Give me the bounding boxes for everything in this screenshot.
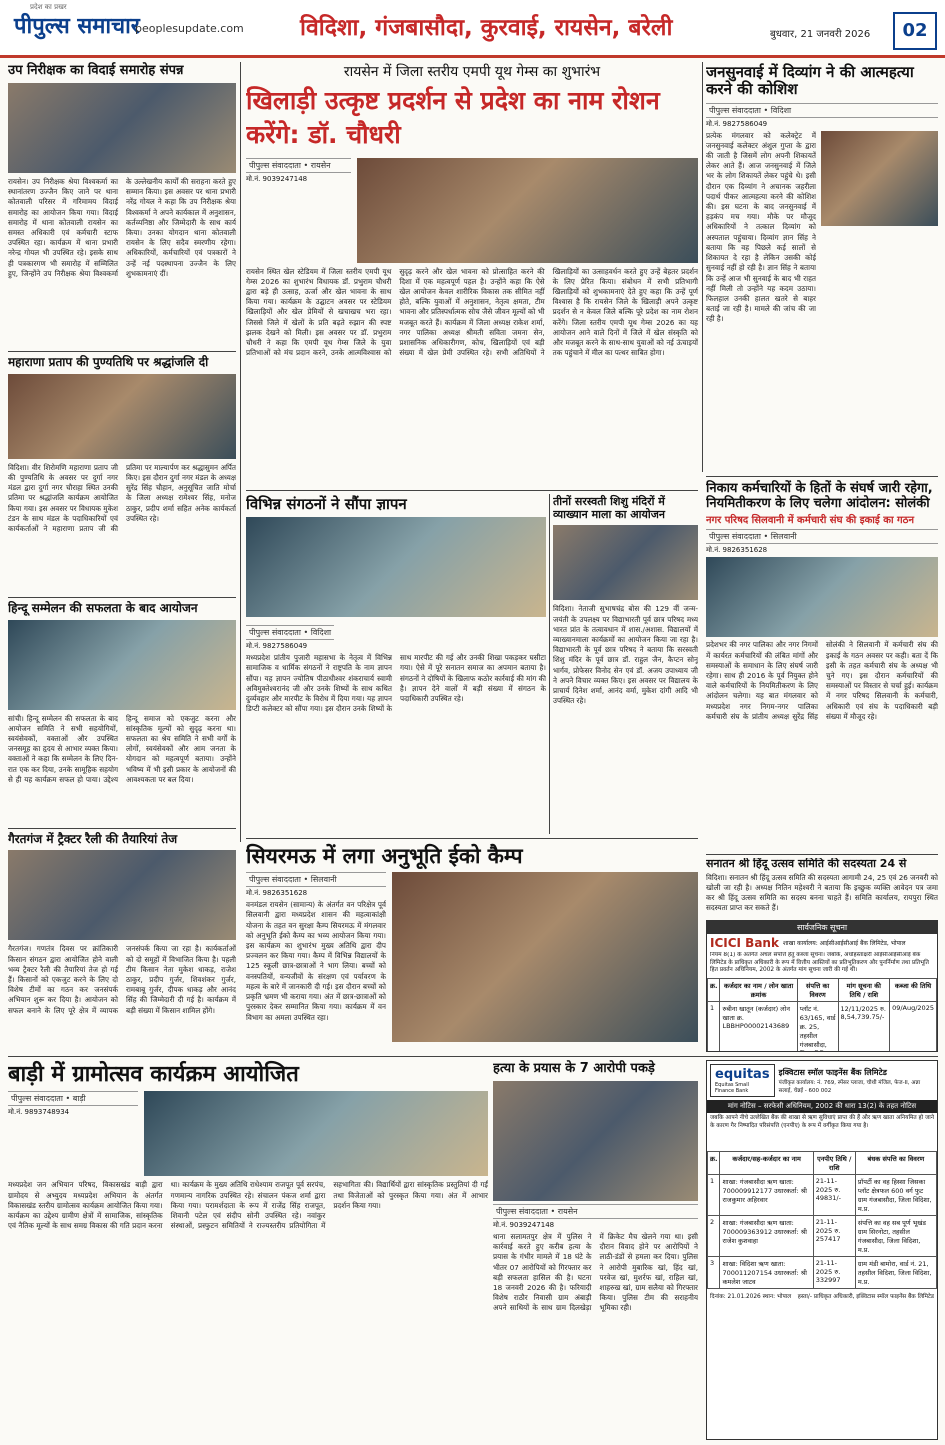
- sammelan-photo: [8, 620, 236, 710]
- column-rule: [549, 494, 550, 834]
- article-membership-title: सनातन श्री हिंदू उत्सव समिति की सदस्यता 24 से: [706, 858, 907, 870]
- lead-article: [246, 62, 698, 487]
- website-link[interactable]: peoplesupdate.com: [135, 22, 244, 35]
- article-tribute-body: विदिशा। वीर शिरोमणि महाराणा प्रताप जी की पुण्यतिथि के अवसर पर दुर्गा नगर मंडल द्वारा दुर्गा नगर चौराहा स्थित उनकी प्रतिमा पर श्रद्धांजलि कार्यक्रम आयोजित किया गया। इस अवसर पर विधायक मुकेश टंडन के साथ मंडल के पदाधिकारियों एवं कार्यकर्ताओं ने महाराणा प्रताप जी की प्रतिमा पर माल्यार्पण कर श्रद्धासुमन अर्पित किए। इस दौरान दुर्गा नगर मंडल के अध्यक्ष सुरेंद्र सिंह चौहान, अनुसूचित जाति मोर्चा के जिला अध्यक्ष रामेश्वर सिंह, मनोज ठाकुर, प्रदीप शर्मा सहित अनेक कार्यकर्ता उपस्थित रहे।: [8, 462, 236, 534]
- equitas-signature: हस्ता/- प्राधिकृत अधिकारी, इक्विटास स्मॉल फाइनेंस बैंक लिमिटेड: [797, 1294, 934, 1300]
- equitas-tag: Equitas Small Finance Bank: [715, 1082, 749, 1094]
- lead-byline: पीपुल्स संवाददाता • रायसेन: [246, 158, 351, 173]
- gramotsav-photo: [144, 1091, 488, 1176]
- equitas-notice: [706, 1060, 938, 1440]
- article-tractor-rally-title: गैरतगंज में ट्रैक्टर रैली की तैयारियां तेज: [8, 831, 178, 846]
- icici-cell: 12/11/2025 रु. 8,54,739.75/-: [838, 1002, 890, 1053]
- divider: [246, 838, 698, 839]
- lead-headline: खिलाड़ी उत्कृष्ट प्रदर्शन से प्रदेश का नाम रोशन करेंगे: डॉ. चौधरी: [246, 86, 660, 149]
- equitas-col: बंधक संपत्ति का विवरण: [855, 1152, 936, 1175]
- icici-col: क्र.: [708, 979, 720, 1002]
- equitas-office: पंजीकृत कार्यालय: नं. 769, स्पेंसर प्लाजा, चौथी मंजिल, फेज-II, अन्ना सलाई, चेन्नई - 600 002: [778, 1080, 921, 1094]
- equitas-title: इक्विटास स्मॉल फाइनेंस बैंक लिमिटेड: [778, 1068, 887, 1077]
- equitas-col: कर्जदार/सह-कर्जदार का नाम: [720, 1152, 813, 1175]
- divider: [706, 476, 938, 477]
- equitas-cell: शाखा: विदिशा ऋण खाता: 700011207154 उधारकर्ता: श्री कमलेश जाटव: [720, 1257, 813, 1289]
- column-rule: [240, 62, 241, 842]
- equitas-cell: 3: [708, 1257, 720, 1289]
- article-memorandum: [246, 494, 546, 834]
- jansunwai-byline: पीपुल्स संवाददाता • विदिशा: [706, 103, 938, 118]
- icici-office: शाखा कार्यालय: आईसीआईसीआई बैंक लिमिटेड, भोपाल: [782, 940, 906, 947]
- equitas-cell: ग्राम मंडी बामोरा, वार्ड नं. 21, तहसील विदिशा, जिला विदिशा, म.प्र.: [855, 1257, 936, 1289]
- divider: [8, 351, 236, 352]
- article-employees: [706, 480, 938, 850]
- equitas-cell: संपत्ति का वह सब पूर्ण भूखंड ग्राम सिरनोटा, तहसील गंजबासौदा, जिला विदिशा, म.प्र.: [855, 1216, 936, 1257]
- arrest-mobile: मो.नं. 9039247148: [493, 1220, 555, 1229]
- tractor-rally-photo: [8, 850, 236, 940]
- article-employees-body: प्रदेशभर की नगर पालिका और नगर निगमों में कार्यरत कर्मचारियों की लंबित मांगों और समस्याओं के समाधान के लिए संघर्ष जारी रहेगा। साथ ही 2016 के पूर्व नियुक्त होने वाले कर्मचारियों के नियमितीकरण के लिए आंदोलन चलेगा। यह बात मंगलवार को मध्यप्रदेश नगर निगम-नगर पालिका कर्मचारी संघ के प्रांतीय अध्यक्ष सुरेंद्र सिंह सोलंकी ने सिलवानी में कर्मचारी संघ की इकाई के गठन अवसर पर कही। बता दें कि इसी के तहत कर्मचारी संघ के अध्यक्ष भी चुने गए। इस दौरान कर्मचारियों की समस्याओं पर विस्तार से चर्चा हुई। कार्यक्रम में नगर परिषद सिलवानी के कर्मचारी, अधिकारी एवं संघ के पदाधिकारी बड़ी संख्या में मौजूद रहे।: [706, 640, 938, 721]
- icici-col: कब्जा की तिथि: [890, 979, 937, 1002]
- memorandum-mobile: मो.नं. 9827586049: [246, 642, 308, 651]
- icici-cell: रुबीना खातून (कर्जदार) लोन खाता क्र. LBBHP00002143689: [720, 1002, 797, 1053]
- icici-col: कर्जदार का नाम / लोन खाता क्रमांक: [720, 979, 797, 1002]
- article-membership: [706, 858, 938, 916]
- article-arrest: [493, 1060, 698, 1440]
- article-gramotsav-body: मध्यप्रदेश जन अभियान परिषद, विकासखंड बाड़ी द्वारा ग्रामोदय से अभ्युदय मध्यप्रदेश अभियान के अंतर्गत विकासखंड स्तरीय ग्रामोत्सव कार्यक्रम आयोजित किया गया। कार्यक्रम का उद्देश्य ग्रामीण क्षेत्रों में सामाजिक, सांस्कृतिक एवं नैतिक मूल्यों के साथ समग्र विकास की गति प्रदान करना था। कार्यक्रम के मुख्य अतिथि राधेश्याम राजपूत पूर्व सरपंच, गणमान्य नागरिक उपस्थित रहे। संचालन पंकज शर्मा द्वारा किया गया। परामर्शदाता के रूप में राजेंद्र सिंह राजपूत, शिवानी पटेल एवं संदीप सोनी उपस्थित रहे। नवांकुर संस्थाओं, प्रस्फुटन समितियों ने राज्यस्तरीय प्रतियोगिता में सहभागिता की। विद्यार्थियों द्वारा सांस्कृतिक प्रस्तुतियां दी गईं तथा विजेताओं को पुरस्कृत किया गया। अंत में आभार प्रदर्शन किया गया।: [8, 1180, 488, 1231]
- equitas-cell: 21-11-2025 रु. 257417: [813, 1216, 855, 1257]
- article-arrest-title: हत्या के प्रयास के 7 आरोपी पकड़े: [493, 1061, 655, 1076]
- equitas-footer: दिनांक: 21.01.2026 स्थान: भोपाल: [710, 1294, 792, 1300]
- icici-col: मांग सूचना की तिथि / राशि: [838, 979, 890, 1002]
- article-tractor-rally-body: गैरतगंज। गणतंत्र दिवस पर क्रांतिकारी किसान संगठन द्वारा आयोजित होने वाली भव्य ट्रैक्टर रैली की तैयारियां तेज हो गई हैं। किसानों को एकजुट करने के लिए दो विशेष टीमों का गठन कर जनसंपर्क अभियान शुरू कर दिया है। आयोजन को सफल बनाने के लिए पूरे क्षेत्र में व्यापक जनसंपर्क किया जा रहा है। कार्यकर्ताओं को दो समूहों में विभाजित किया है। पहली टीम किसान नेता मुकेश धाकड़, राजेश ठाकुर, प्रदीप गुर्जर, शिवशंकर गुर्जर, रामबाबू गुर्जर, दीपक धाकड़ और आनंद सिंह की जिम्मेदारी दी गई है। कार्यक्रम में बड़ी संख्या में किसान शामिल होंगे।: [8, 944, 236, 1015]
- icici-cell: प्लॉट नं. 63/165, वार्ड क्र. 25, तहसील गंजबासौदा,: [797, 1002, 838, 1053]
- memorandum-photo: [246, 517, 546, 617]
- icici-table: [707, 978, 937, 1052]
- eco-camp-byline: पीपुल्स संवाददाता • सिलवानी: [246, 872, 386, 887]
- icici-cell: 09/Aug/2025: [890, 1002, 937, 1053]
- article-jansunwai: [706, 62, 938, 472]
- article-tribute-title: महाराणा प्रताप की पुण्यतिथि पर श्रद्धांजलि दी: [8, 354, 209, 369]
- eco-camp-mobile: मो.नं. 9826351628: [246, 889, 308, 898]
- table-row: [708, 1175, 937, 1216]
- divider: [246, 490, 698, 491]
- article-eco-camp: [246, 842, 698, 1052]
- article-membership-body: विदिशा। सनातन श्री हिंदू उत्सव समिति की सदस्यता आगामी 24, 25 एवं 26 जनवरी को खोली जा रही है। अध्यक्ष नितिन महेश्वरी ने बताया कि इच्छुक व्यक्ति आवेदन पत्र जमा कर श्री हिंदू उत्सव समिति का सदस्य बनना चाहते हैं। समिति कार्यालय, रायपुरा स्थित सदस्यता प्राप्त कर सकते हैं।: [706, 872, 938, 913]
- article-employees-subtitle: नगर परिषद सिलवानी में कर्मचारी संघ की इकाई का गठन: [706, 514, 915, 526]
- divider: [706, 854, 938, 855]
- icici-cell: 1: [708, 1002, 720, 1053]
- article-sammelan-body: सांची। हिन्दू सम्मेलन की सफलता के बाद आयोजन समिति ने सभी सहयोगियों, स्वयंसेवकों, वक्ताओं और उपस्थित जनसमूह का हृदय से आभार व्यक्त किया। वक्ताओं ने कहा कि सम्मेलन के लिए दिन-रात एक कर दिया, उनके सामूहिक सहयोग से ही यह कार्यक्रम सफल हो पाया। उद्देश्य हिन्दू समाज को एकजुट करना और सांस्कृतिक मूल्यों को सुदृढ़ करना था। सफलता का श्रेय समिति ने सभी वर्गों के लोगों, स्वयंसेवकों और आम जनता के योगदान को महत्वपूर्ण बताया। उन्होंने भविष्य में भी इसी प्रकार के आयोजनों की आवश्यकता पर बल दिया।: [8, 713, 236, 784]
- issue-date: बुधवार, 21 जनवरी 2026: [770, 29, 871, 40]
- equitas-cell: शाखा: गंजबासौदा ऋण खाता: 700009363912 उधारकर्ता: श्री राजेश कुशवाहा: [720, 1216, 813, 1257]
- article-lecture-body: विदिशा। नेताजी सुभाषचंद्र बोस की 129 वीं जन्म-जयंती के उपलक्ष्य पर विद्याभारती पूर्व छात्र परिषद मध्य भारत प्रांत के तत्वावधान में शास./अशास. विद्यालयों में व्याख्यानमाला कार्यक्रमों का आयोजन किया जा रहा है। विद्याभारती के पूर्व छात्र परिषद ने बताया कि सरस्वती शिशु मंदिर के पूर्व छात्र डॉ. राहुल जैन, कैप्टन सोनू भार्गव, प्रोफेसर विनोद सेन एवं डॉ. अजय उपाध्याय जी ने अपने विचार व्यक्त किए। इस अवसर पर विद्यालय के प्राचार्य दिनेश शर्मा, आनंद वर्मा, मुकेश दांगी आदि भी उपस्थित रहे।: [553, 604, 698, 706]
- article-sammelan-title: हिन्दू सम्मेलन की सफलता के बाद आयोजन: [8, 600, 198, 615]
- equitas-banner: मांग नोटिस – सरफेसी अधिनियम, 2002 की धारा 13(2) के तहत नोटिस: [707, 1100, 937, 1113]
- arrest-photo: [493, 1081, 698, 1201]
- jansunwai-mobile: मो.नं. 9827586049: [706, 119, 768, 128]
- equitas-cell: 21-11-2025 रु. 49831/-: [813, 1175, 855, 1216]
- article-arrest-body: थाना सलामतपुर क्षेत्र में पुलिस ने कार्रवाई करते हुए करीब हत्या के प्रयास के गंभीर मामले में 18 घंटे के भीतर 07 आरोपियों को गिरफ्तार कर बड़ी सफलता हासिल की है। घटना 18 जनवरी 2026 की है। फरियादी विशेष राठौर निवासी ग्राम अंबाड़ी अपने साथियों के साथ ग्राम दिलखेड़ा में क्रिकेट मैच खेलने गया था। इसी दौरान विवाद होने पर आरोपियों ने लाठी-डंडों से हमला कर दिया। पुलिस ने आरोपी मुबारिक खां, हिंद खां, परवेज खां, मुशर्रफ खां, राहिल खां, शाहरुख खां, ग्राम सलैया को गिरफ्तार किया। पुलिस टीम की सराहनीय भूमिका रही।: [493, 1231, 698, 1313]
- lecture-photo: [553, 525, 698, 600]
- masthead: [0, 0, 945, 58]
- arrest-byline: पीपुल्स संवाददाता • रायसेन: [493, 1204, 698, 1219]
- article-jansunwai-title: जनसुनवाई में दिव्यांग ने की आत्महत्या करने की कोशिश: [706, 63, 914, 99]
- equitas-table: [707, 1151, 937, 1289]
- divider: [8, 597, 236, 598]
- column-rule: [702, 62, 703, 472]
- jansunwai-photo: [821, 131, 938, 226]
- equitas-col: क्र.: [708, 1152, 720, 1175]
- equitas-cell: 2: [708, 1216, 720, 1257]
- tribute-photo: [8, 374, 236, 459]
- article-employees-title: निकाय कर्मचारियों के हितों के संघर्ष जारी रहेगा, नियमितीकरण के लिए चलेगा आंदोलन: सोलंकी: [706, 481, 933, 511]
- newspaper-logo: पीपुल्स समाचार: [14, 14, 140, 39]
- lead-kicker: रायसेन में जिला स्तरीय एमपी यूथ गेम्स का शुभारंभ: [343, 64, 601, 80]
- article-lecture: [553, 494, 698, 834]
- logo-tagline: प्रदेश का प्रखर: [30, 3, 67, 11]
- article-lecture-title: तीनों सरस्वती शिशु मंदिरों में व्याख्यान माला का आयोजन: [553, 495, 666, 521]
- employees-photo: [706, 557, 938, 637]
- icici-intro: नियम 8(1) के अंतर्गत अचल संपत्ति हेतु कब्जा सूचना। जबकि, अधोहस्ताक्षरी आईसीआईसीआई बैंक लिमिटेड के प्राधिकृत अधिकारी के रूप में वित्तीय आस्तियों का प्रतिभूतिकरण और पुनर्निर्माण तथा प्रतिभूति हित प्रवर्तन अधिनियम, 2002 के अंतर्गत मांग सूचना जारी की गई थी।: [710, 952, 929, 974]
- eco-camp-photo: [392, 872, 698, 1042]
- memorandum-byline: पीपुल्स संवाददाता • विदिशा: [246, 625, 334, 640]
- equitas-intro: जबकि आपने नीचे उल्लेखित बैंक की शाखा से ऋण सुविधाएं प्राप्त की हैं और ऋण खाता अनियमित हो जाने के कारण गैर निष्पादित परिसंपत्ति (एनपीए) के रूप में वर्गीकृत किया गया है।: [710, 1115, 934, 1129]
- lead-body: रायसेन स्थित खेल स्टेडियम में जिला स्तरीय एमपी यूथ गेम्स 2026 का शुभारंभ विधायक डॉ. प्रभुराम चौधरी द्वारा बड़े ही उत्साह, ऊर्जा और खेल भावना के साथ किया गया। कार्यक्रम के उद्घाटन अवसर पर स्टेडियम खिलाड़ियों और खेल प्रेमियों से खचाखच भरा रहा। जिससे जिले में खेलों के प्रति बढ़ते रुझान की स्पष्ट झलक देखने को मिली। इस अवसर पर डॉ. प्रभुराम चौधरी ने कहा कि एमपी यूथ गेम्स जिले के युवा प्रतिभाओं को मंच प्रदान करने, उनके आत्मविश्वास को सुदृढ़ करने और खेल भावना को प्रोत्साहित करने की दिशा में एक महत्वपूर्ण पहल है। उन्होंने कहा कि ऐसे खेल आयोजन केवल शारीरिक विकास तक सीमित नहीं होते, बल्कि युवाओं में अनुशासन, नेतृत्व क्षमता, टीम भावना और प्रतिस्पर्धात्मक सोच जैसे जीवन मूल्यों को भी मजबूत करते हैं। कार्यक्रम में जिला अध्यक्ष राकेश शर्मा, नगर पालिका अध्यक्ष श्रीमती सविता जमना सेन, प्रशासनिक अधिकारीगण, कोच, खिलाड़ियों एवं बड़ी संख्या में खेल प्रेमी उपस्थित रहे। सभी अतिथियों ने खिलाड़ियों का उत्साहवर्धन करते हुए उन्हें बेहतर प्रदर्शन के लिए प्रेरित किया। संबोधन में सभी प्रतिभागी खिलाड़ियों को शुभकामनाएं देते हुए कहा कि उन्हें पूर्ण विश्वास है कि रायसेन जिले के खिलाड़ी अपने उत्कृष्ट प्रदर्शन से न केवल जिले बल्कि पूरे प्रदेश का नाम रोशन करेंगे। जिला स्तरीय एमपी यूथ गेम्स 2026 का यह आयोजन आने वाले दिनों में जिले में खेल संस्कृति को और मजबूत करने के साथ-साथ युवाओं को नई ऊंचाइयों तक पहुंचाने में मील का पत्थर साबित होगा।: [246, 266, 698, 358]
- equitas-cell: प्रॉपर्टी का वह हिस्सा जिसका प्लॉट क्षेत्रफल 600 वर्ग फुट ग्राम गंजबासौदा, जिला विदिशा, म.प्र.: [855, 1175, 936, 1216]
- article-gramotsav: [8, 1060, 488, 1440]
- equitas-cell: 21-11-2025 रु. 332997: [813, 1257, 855, 1289]
- article-memorandum-title: विभिन्न संगठनों ने सौंपा ज्ञापन: [246, 495, 407, 513]
- table-row: [708, 1257, 937, 1289]
- lead-mobile: मो.नं. 9039247148: [246, 174, 308, 183]
- equitas-cell: 1: [708, 1175, 720, 1216]
- icici-notice: [706, 920, 938, 1052]
- equitas-logo: equitas: [715, 1067, 770, 1082]
- gramotsav-mobile: मो.नं. 9893748934: [8, 1108, 70, 1117]
- notice-header: सार्वजनिक सूचना: [707, 921, 937, 934]
- edition-cities: विदिशा, गंजबासौदा, कुरवाई, रायसेन, बरेली: [300, 15, 673, 41]
- article-farewell-title: उप निरीक्षक का विदाई समारोह संपन्न: [8, 63, 184, 78]
- gramotsav-byline: पीपुल्स संवाददाता • बाड़ी: [8, 1091, 138, 1106]
- divider: [8, 1056, 938, 1057]
- equitas-col: एनपीए तिथि / राशि: [813, 1152, 855, 1175]
- article-eco-camp-body: वनमंडल रायसेन (सामान्य) के अंतर्गत वन परिक्षेत्र पूर्व सिलवानी द्वारा मध्यप्रदेश शासन की महत्वाकांक्षी योजना के तहत वन सुरक्षा कैम्प सियरमऊ में मंगलवार को अनुभूति ईको कैम्प का भव्य आयोजन किया गया। इस कार्यक्रम का शुभारंभ मुख्य अतिथि द्वारा दीप प्रज्वलन कर किया गया। कैम्प में विभिन्न विद्यालयों के 125 स्कूली छात्र-छात्राओं ने भाग लिया। बच्चों को वनस्पतियों, वन्यजीवों के संरक्षण एवं पर्यावरण के महत्व के बारे में जानकारी दी गई। इस दौरान बच्चों को प्रकृति भ्रमण भी कराया गया। अंत में छात्र-छात्राओं को पुरस्कार देकर सम्मानित किया गया। कार्यक्रम में वन विभाग का अमला उपस्थित रहा।: [246, 900, 386, 1022]
- icici-col: संपत्ति का विवरण: [797, 979, 838, 1002]
- article-farewell-body: रायसेन। उप निरीक्षक श्रेया विश्वकर्मा का स्थानांतरण उज्जैन किए जाने पर थाना कोतवाली परिसर में गरिमामय विदाई समारोह का आयोजन किया गया। विदाई समारोह में थाना कोतवाली रायसेन का समस्त अधिकारी एवं कर्मचारी स्टाफ उपस्थित रहा। कार्यक्रम में थाना प्रभारी नरेन्द्र गोयल भी उपस्थित रहे। इसके साथ ही पत्रकारगण भी समारोह में सम्मिलित हुए, जिन्होंने उप निरीक्षक श्रेया विश्वकर्मा के उल्लेखनीय कार्यों की सराहना करते हुए सम्मान किया। इस अवसर पर थाना प्रभारी नरेंद्र गोयल ने कहा कि उप निरीक्षक श्रेया विश्वकर्मा ने अपने कार्यकाल में अनुशासन, कर्तव्यनिष्ठा और जिम्मेदारी के साथ कार्य किया। उनका योगदान थाना कोतवाली रायसेन के लिए सदैव स्मरणीय रहेगा। अधिकारियों, कर्मचारियों एवं पत्रकारों ने उन्हें नई पदस्थापना उज्जैन के लिए शुभकामनाएं दीं।: [8, 176, 236, 278]
- divider: [8, 828, 236, 829]
- employees-byline: पीपुल्स संवाददाता • सिलवानी: [706, 529, 938, 544]
- article-memorandum-body: मध्यप्रदेश प्रांतीय पुजारी महासभा के नेतृत्व में विभिन्न सामाजिक व धार्मिक संगठनों ने राष्ट्रपति के नाम ज्ञापन सौंपा। यह ज्ञापन ज्योतिष पीठाधीश्वर शंकराचार्य स्वामी अविमुक्तेश्वरानंद जी और उनके शिष्यों के साथ कथित दुर्व्यवहार और मारपीट के विरोध में दिया गया। यह ज्ञापन डिप्टी कलेक्टर को सौंपा गया। इस दौरान उनके शिष्यों के साथ मारपीट की गई और उनकी शिखा पकड़कर घसीटा गया। ऐसे में पूरे सनातन समाज का अपमान बताया है। संगठनों ने दोषियों के खिलाफ कठोर कार्रवाई की मांग की है। ज्ञापन देने वालों में बड़ी संख्या में संगठन के पदाधिकारी उपस्थित रहे।: [246, 653, 546, 714]
- equitas-cell: शाखा: गंजबासौदा ऋण खाता: 700009912177 उधारकर्ता: श्री राजकुमार अहिरवार: [720, 1175, 813, 1216]
- article-jansunwai-body: प्रत्येक मंगलवार को कलेक्ट्रेट में जनसुनवाई कलेक्टर अंशुल गुप्ता के द्वारा की जाती है जिसमें लोग अपनी शिकायतें लेकर आते हैं। आज जनसुनवाई में जिले भर के लोग शिकायतें लेकर पहुंचे थे। इसी दौरान एक दिव्यांग ने अचानक जहरीला पदार्थ पीकर आत्महत्या करने की कोशिश की। इस घटना के बाद जनसुनवाई में हड़कंप मच गया। मौके पर मौजूद अधिकारियों ने तत्काल दिव्यांग को अस्पताल पहुंचाया। दिव्यांग ज्ञान सिंह ने बताया कि वह पिछले कई सालों से शिकायत दे रहा है लेकिन उसकी कोई सुनवाई नहीं हो रही है। ज्ञान सिंह ने बताया कि उन्हें आज भी सुनवाई के बाद भी राहत नहीं मिली तो उन्होंने यह कदम उठाया। फिलहाल उनकी हालत खतरे से बाहर बताई जा रही है। मामले की जांच की जा रही है।: [706, 130, 816, 324]
- icici-logo: ICICI Bank: [710, 936, 779, 950]
- page-number: 02: [893, 12, 937, 50]
- article-gramotsav-title: बाड़ी में ग्रामोत्सव कार्यक्रम आयोजित: [8, 1062, 299, 1087]
- table-row: [708, 1216, 937, 1257]
- farewell-photo: [8, 83, 236, 173]
- article-eco-camp-title: सियरमऊ में लगा अनुभूति ईको कैम्प: [246, 844, 523, 868]
- employees-mobile: मो.नं. 9826351628: [706, 546, 768, 555]
- youth-games-photo: [357, 158, 698, 263]
